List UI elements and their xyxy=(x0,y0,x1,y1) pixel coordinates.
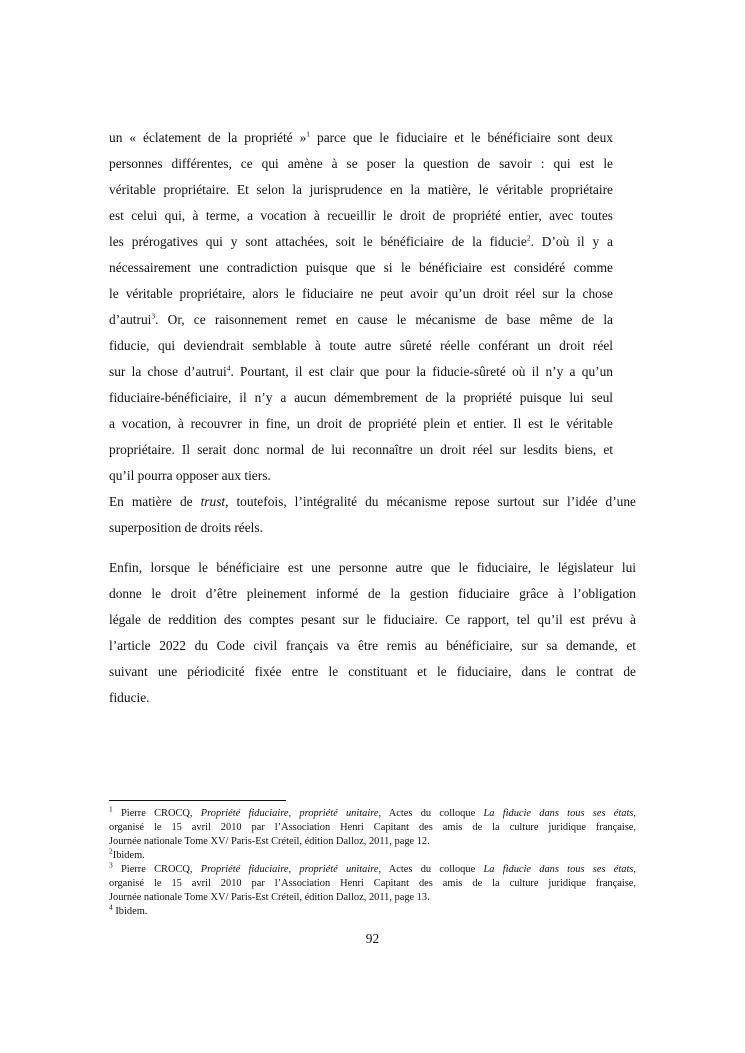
body-line: fiducie, qui deviendrait semblable à toute autre sûreté réelle conférant un droit réel xyxy=(109,338,613,353)
footnote-1: $^1$ Pierre CROCQ, Propriété fiduciaire, propriété unitaire, Actes du colloque La fiducie dans tous ses états, xyxy=(109,804,636,819)
body-line: l’article 2022 du Code civil français va être remis au bénéficiaire, sur sa demande, et xyxy=(109,638,636,653)
footnote-3-line: organisé le 15 avril 2010 par l’Association Henri Capitant des amis de la culture juridique française, xyxy=(109,878,636,889)
footnote-1-line: Journée nationale Tome XV/ Paris-Est Créteil, édition Dalloz, 2011, page 12. xyxy=(109,836,430,847)
footnote-2: $^2$Ibidem. xyxy=(109,846,145,861)
body-line: En matière de trust, toutefois, l’intégralité du mécanisme repose surtout sur l’idée d’une xyxy=(109,494,637,509)
body-line: véritable propriétaire. Et selon la jurisprudence en la matière, le véritable propriétaire xyxy=(109,182,613,197)
body-line: donne le droit d’être pleinement informé de la gestion fiduciaire grâce à l’obligation xyxy=(109,586,636,601)
body-line: superposition de droits réels. xyxy=(109,520,263,535)
footnote-separator xyxy=(109,800,286,801)
footnote-4: $^4$ Ibidem. xyxy=(109,902,148,917)
body-line: légale de reddition des comptes pesant sur le fiduciaire. Ce rapport, tel qu’il est prévu à xyxy=(109,612,636,627)
footnote-3-line: Journée nationale Tome XV/ Paris-Est Créteil, édition Dalloz, 2011, page 13. xyxy=(109,892,430,903)
body-line: fiducie. xyxy=(109,690,150,705)
footnote-1-line: organisé le 15 avril 2010 par l’Association Henri Capitant des amis de la culture juridique française, xyxy=(109,822,636,833)
body-line: personnes différentes, ce qui amène à se poser la question de savoir : qui est le xyxy=(109,156,613,171)
body-line: est celui qui, à terme, a vocation à recueillir le droit de propriété entier, avec toutes xyxy=(109,208,613,223)
body-line: Enfin, lorsque le bénéficiaire est une personne autre que le fiduciaire, le législateur lui xyxy=(109,560,636,575)
body-line: fiduciaire-bénéficiaire, il n’y a aucun démembrement de la propriété puisque lui seul xyxy=(109,390,613,405)
page-number: 92 xyxy=(365,931,380,946)
body-line: propriétaire. Il serait donc normal de lui reconnaître un droit réel sur lesdits biens, et xyxy=(109,442,613,457)
body-line: le véritable propriétaire, alors le fiduciaire ne peut avoir qu’un droit réel sur la chose xyxy=(109,286,613,301)
body-line: un « éclatement de la propriété »$^1$ parce que le fiduciaire et le bénéficiaire sont deux xyxy=(109,129,613,145)
body-line: d’autrui$^3$. Or, ce raisonnement remet en cause le mécanisme de base même de la xyxy=(109,311,613,327)
body-line: qu’il pourra opposer aux tiers. xyxy=(109,468,271,483)
footnote-3: $^3$ Pierre CROCQ, Propriété fiduciaire, propriété unitaire, Actes du colloque La fiducie dans tous ses états, xyxy=(109,860,636,875)
body-line: nécessairement une contradiction puisque que si le bénéficiaire est considéré comme xyxy=(109,260,613,275)
body-line: les prérogatives qui y sont attachées, soit le bénéficiaire de la fiducie$^2$. D’où il y a xyxy=(109,233,613,249)
body-line: a vocation, à recouvrer in fine, un droit de propriété plein et entier. Il est le véritable xyxy=(109,416,613,431)
body-line: sur la chose d’autrui$^4$. Pourtant, il est clair que pour la fiducie-sûreté où il n’y a qu’un xyxy=(109,363,613,379)
body-line: suivant une périodicité fixée entre le constituant et le fiduciaire, dans le contrat de xyxy=(109,664,636,679)
